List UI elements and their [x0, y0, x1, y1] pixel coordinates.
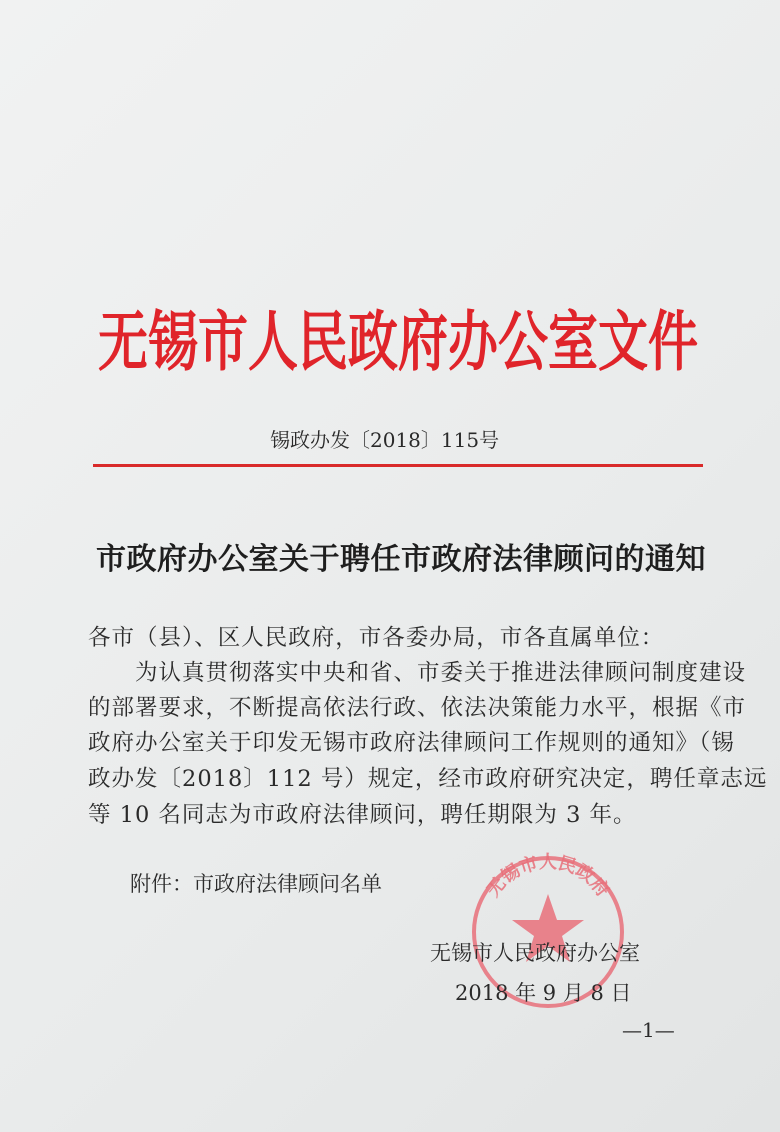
issue-date: 2018 年 9 月 8 日	[455, 981, 632, 1005]
page-number: —1—	[622, 1018, 675, 1042]
red-divider	[93, 464, 703, 467]
issuer-name: 无锡市人民政府办公室	[430, 941, 640, 965]
body-line: 的部署要求，不断提高依法行政、依法决策能力水平，根据《市	[88, 695, 747, 721]
document-number: 锡政办发〔2018〕115号	[270, 428, 500, 452]
recipients-line: 各市（县）、区人民政府，市各委办局，市各直属单位：	[88, 625, 665, 651]
body-line: 等 10 名同志为市政府法律顾问，聘任期限为 3 年。	[88, 802, 637, 828]
notice-heading: 市政府办公室关于聘任市政府法律顾问的通知	[96, 542, 706, 577]
body-line: 政府办公室关于印发无锡市政府法律顾问工作规则的通知》（锡	[88, 730, 735, 756]
attachment-line: 附件：市政府法律顾问名单	[130, 872, 382, 896]
document-title: 无锡市人民政府办公室文件	[98, 303, 698, 380]
body-line: 为认真贯彻落实中央和省、市委关于推进法律顾问制度建设	[88, 660, 747, 686]
seal-text: 无锡市人民政府	[482, 852, 614, 901]
body-line: 政办发〔2018〕112 号）规定，经市政府研究决定，聘任章志远	[88, 766, 768, 792]
